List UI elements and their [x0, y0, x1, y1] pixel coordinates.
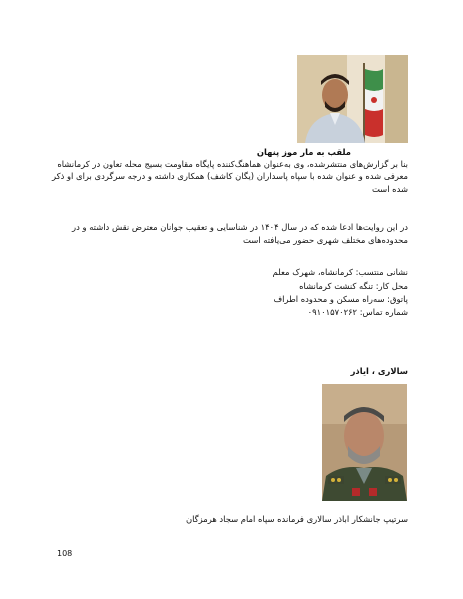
person1-desc-line-2: معرفی شده و عنوان شده با سپاه پاسداران (یگان کاشف) همکاری داشته و درجه سرگردی برای او ذکر — [52, 171, 408, 181]
person1-desc-line-3: شده است — [371, 184, 408, 194]
person1-phone: شماره تماس: ۰۹۱۰۱۵۷۰۲۶۲ — [307, 307, 408, 317]
person1-hangout: پاتوق: سه‌راه مسکن و محدوده اطراف — [273, 294, 408, 304]
person1-address: نشانی منتسب: کرمانشاه، شهرک معلم — [272, 267, 408, 277]
person1-claim-line-1: در این روایت‌ها ادعا شده که در سال ۱۴۰۴ در شناسایی و تعقیب جوانان معترض نقش داشته و در — [72, 222, 408, 232]
portrait-photo-1 — [297, 55, 408, 143]
person1-claim-line-2: محدوده‌های مختلف شهری حضور می‌یافته است — [243, 235, 408, 245]
person1-workplace: محل کار: تنگه کنشت کرمانشاه — [299, 281, 408, 291]
page-number: 108 — [57, 549, 73, 558]
person1-desc-line-1: بنا بر گزارش‌های منتشرشده، وی به‌عنوان هماهنگ‌کننده پایگاه مقاومت بسیج محله تعاون در کرمانشاه — [57, 159, 408, 169]
person2-caption: سرتیپ جانشکار اباذر سالاری فرمانده سپاه امام سجاد هرمزگان — [185, 514, 408, 524]
person1-alias: ملقب به مار موز پنهان — [256, 147, 351, 157]
person2-name-heading: سالاری ، ایاذر — [350, 366, 408, 376]
portrait-photo-2 — [322, 384, 407, 501]
